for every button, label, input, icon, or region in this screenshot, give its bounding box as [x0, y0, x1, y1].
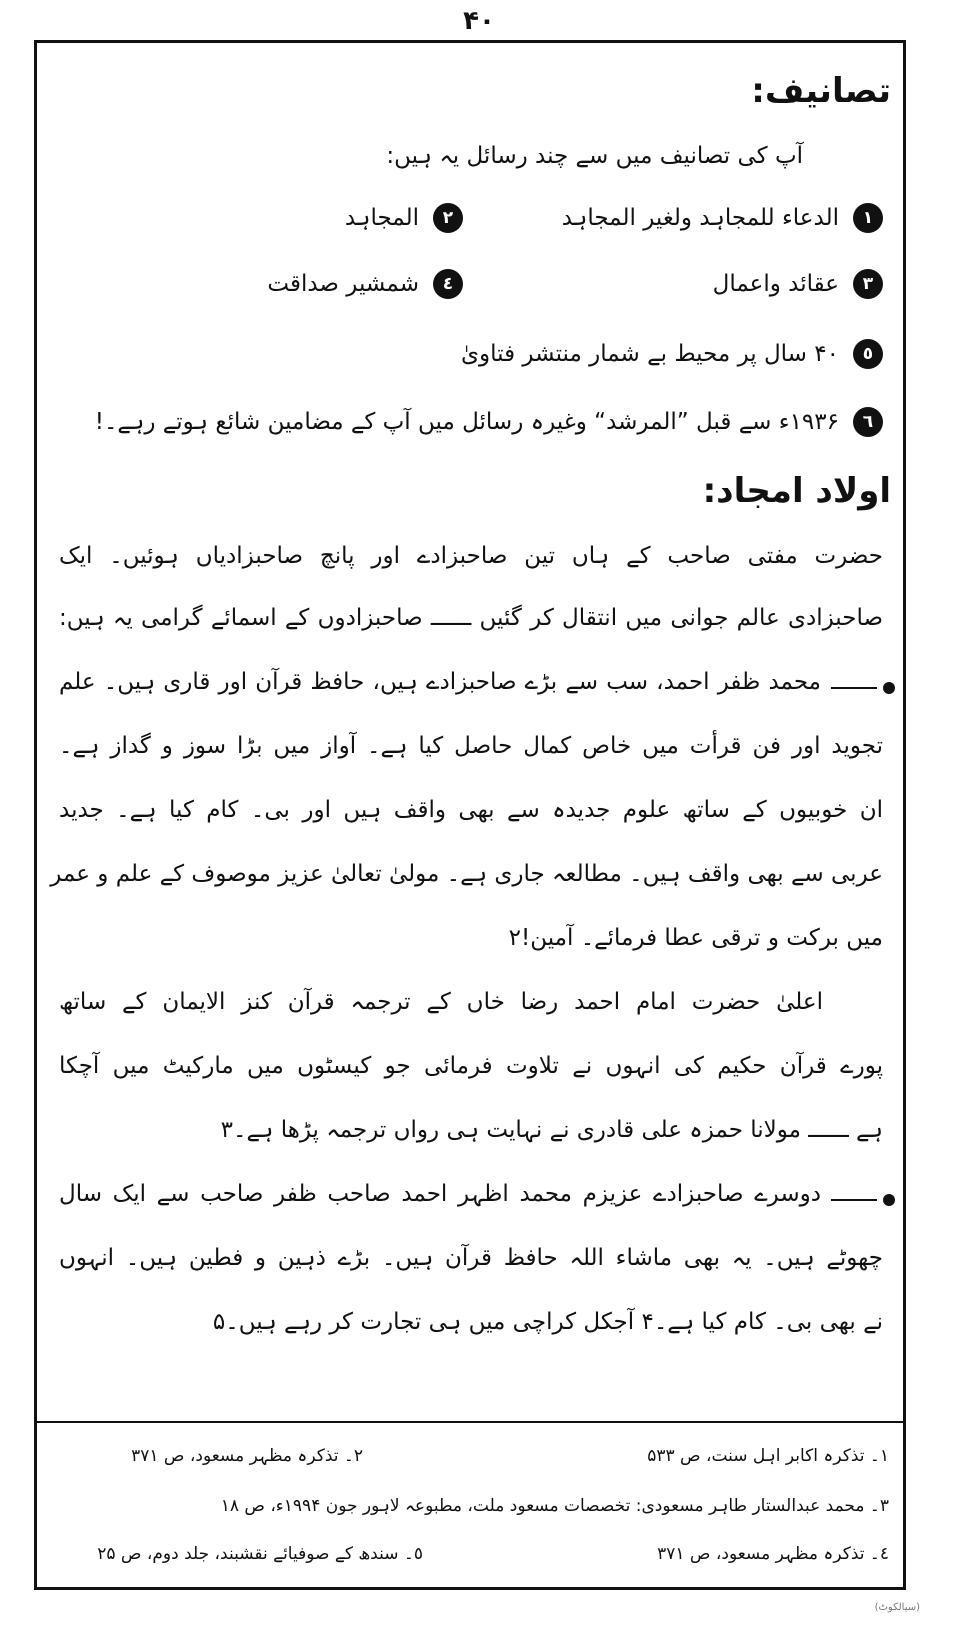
tasanif-intro: آپ کی تصانیف میں سے چند رسائل یہ ہیں:: [386, 143, 803, 169]
aulad-line: چھوٹے ہیں۔ یہ بھی ماشاء اللہ حافظ قرآن ہیں۔ بڑے ذہین و فطین ہیں۔ انہوں: [59, 1245, 883, 1271]
dash-rule: [831, 687, 877, 689]
footnote: ٢۔ تذکرہ مظہر مسعود، ص ۳۷۱: [131, 1446, 363, 1466]
page-frame: [34, 40, 906, 1590]
list-item: [95, 407, 883, 437]
item-text: الدعاء للمجاہد ولغیر المجاہد: [561, 205, 839, 231]
list-item: [562, 203, 883, 233]
bullet-icon: [883, 1194, 895, 1206]
page-number: ۴۰: [463, 6, 495, 36]
aulad-line: میں برکت و ترقی عطا فرمائے۔ آمین!۲: [508, 925, 883, 951]
aulad-line: اعلیٰ حضرت امام احمد رضا خاں کے ترجمہ قرآن کنز الایمان کے ساتھ: [59, 989, 823, 1015]
list-item: [345, 203, 463, 233]
item-text: عقائد واعمال: [712, 271, 839, 297]
aulad-line: تجوید اور فن قرأت میں خاص کمال حاصل کیا ہے۔ آواز میں بڑا سوز و گداز ہے۔: [59, 733, 883, 759]
aulad-line: عربی سے بھی واقف ہیں۔ مطالعہ جاری ہے۔ مولیٰ تعالیٰ عزیز موصوف کے علم و عمر: [50, 861, 883, 887]
item-text: ۴۰ سال پر محیط بے شمار منتشر فتاویٰ: [461, 341, 839, 367]
item-number: ٣: [853, 269, 883, 299]
tasanif-heading: تصانیف:: [751, 71, 891, 111]
aulad-line: صاحبزادی عالم جوانی میں انتقال کر گئیں ــــــ صاحبزادوں کے اسمائے گرامی یہ ہیں:: [59, 605, 883, 631]
footnote: ٤۔ تذکرہ مظہر مسعود، ص ۳۷۱: [657, 1544, 889, 1564]
item-number: ٤: [433, 269, 463, 299]
aulad-line: ہے ــــــ مولانا حمزہ علی قادری نے نہایت ہی رواں ترجمہ پڑھا ہے۔۳: [220, 1117, 883, 1143]
bullet-icon: [883, 682, 895, 694]
aulad-line: ان خوبیوں کے ساتھ علوم جدیدہ سے بھی واقف ہیں اور بی۔ کام کیا ہے۔ جدید: [59, 797, 883, 823]
item-number: ٥: [853, 339, 883, 369]
footnote: ٣۔ محمد عبدالستار طاہر مسعودی: تخصصات مسعود ملت، مطبوعہ لاہور جون ۱۹۹۴ء، ص ۱۸: [220, 1496, 889, 1516]
item-number: ١: [853, 203, 883, 233]
item-text: ۱۹۳۶ء سے قبل ”المرشد“ وغیرہ رسائل میں آپ کے مضامین شائع ہوتے رہے۔!: [94, 409, 839, 435]
aulad-line: حضرت مفتی صاحب کے ہاں تین صاحبزادے اور پانچ صاحبزادیاں ہوئیں۔ ایک: [59, 543, 883, 569]
aulad-heading: اولاد امجاد:: [702, 471, 891, 511]
corner-stamp: (سیالکوٹ): [874, 1602, 920, 1613]
footnote-divider: [37, 1421, 903, 1423]
footnote: ٥۔ سندھ کے صوفیائے نقشبند، جلد دوم، ص ۲۵: [97, 1544, 423, 1564]
footnote: ١۔ تذکرہ اکابر اہل سنت، ص ۵۳۳: [647, 1446, 889, 1466]
aulad-line: محمد ظفر احمد، سب سے بڑے صاحبزادے ہیں، حافظ قرآن اور قاری ہیں۔ علم: [59, 669, 821, 695]
list-item: [713, 269, 883, 299]
aulad-line: نے بھی بی۔ کام کیا ہے۔۴ آجکل کراچی میں ہی تجارت کر رہے ہیں۔۵: [212, 1309, 883, 1335]
dash-rule: [831, 1199, 877, 1201]
item-number: ٦: [853, 407, 883, 437]
item-text: المجاہد: [344, 205, 419, 231]
aulad-line: دوسرے صاحبزادے عزیزم محمد اظہر احمد صاحب ظفر صاحب سے ایک سال: [59, 1181, 821, 1207]
list-item: [267, 269, 463, 299]
item-text: شمشیر صداقت: [267, 271, 419, 297]
list-item: [461, 339, 883, 369]
item-number: ٢: [433, 203, 463, 233]
aulad-line: پورے قرآن حکیم کی انہوں نے تلاوت فرمائی جو کیسٹوں میں مارکیٹ میں آچکا: [59, 1053, 883, 1079]
